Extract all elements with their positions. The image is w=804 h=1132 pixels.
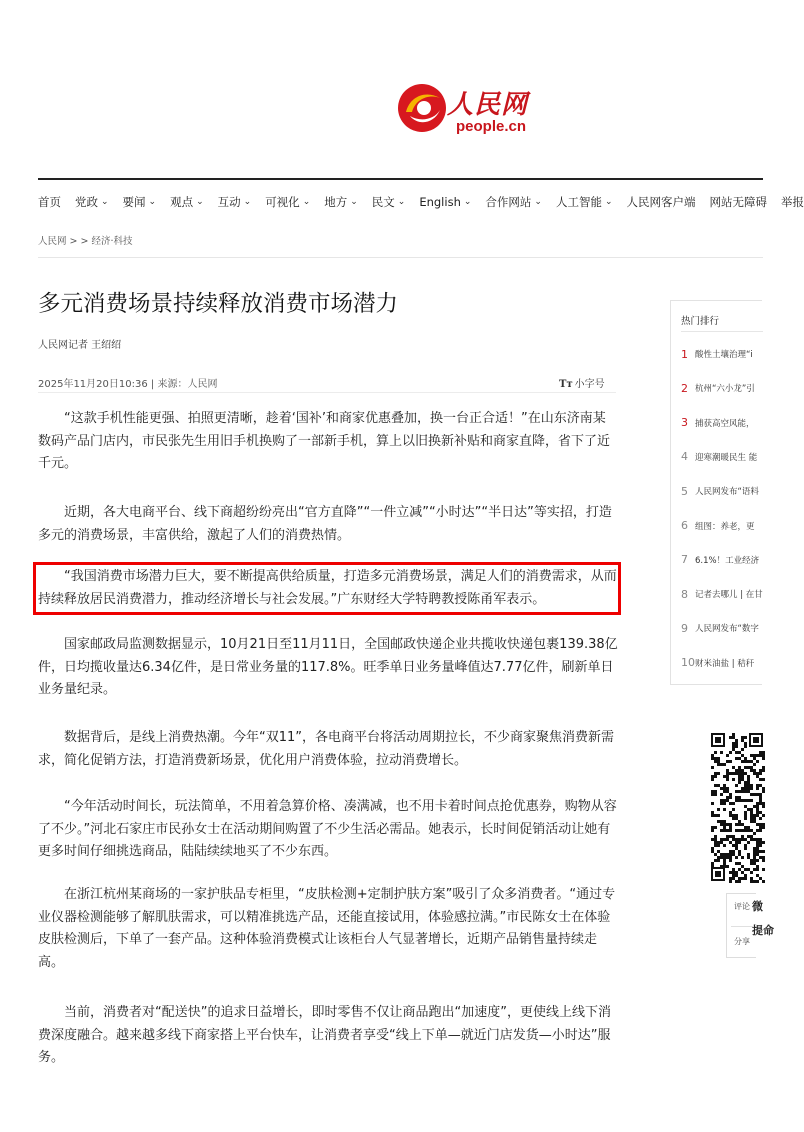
hot-ranking-number: 3	[681, 416, 688, 430]
nav-item-label: 举报	[781, 195, 804, 209]
hot-ranking-item[interactable]	[681, 449, 757, 465]
nav-item[interactable]	[324, 194, 358, 210]
nav-item[interactable]	[419, 195, 471, 209]
font-size-toggle[interactable]	[559, 375, 605, 390]
hot-ranking-number: 8	[681, 587, 688, 601]
hot-ranking-item[interactable]	[681, 620, 759, 636]
hot-ranking-number: 5	[681, 484, 688, 498]
nav-item[interactable]	[627, 194, 696, 210]
meta-divider	[38, 392, 616, 393]
nav-item-label: 民文	[371, 195, 395, 209]
hot-ranking-number: 6	[681, 519, 688, 532]
article-paragraph-highlighted: “我国消费市场潜力巨大，要不断提高供给质量，打造多元消费场景，满足人们的消费需求，从而持续释放居民消费潜力，推动经济增长与社会发展。”广东财经大学特聘教授陈甬军表示。	[38, 569, 617, 607]
hot-ranking-number: 4	[681, 450, 688, 464]
site-logo[interactable]	[396, 80, 556, 136]
font-size-icon: Tт	[559, 379, 573, 390]
article-paragraph: 近期，各大电商平台、线下商超纷纷亮出“官方直降”“一件立减”“小时达”“半日达”等实招，打造多元的消费场景，丰富供给，激起了人们的消费热情。	[38, 505, 612, 543]
nav-item[interactable]	[123, 194, 157, 210]
nav-item[interactable]	[372, 194, 406, 210]
hot-ranking-text: 组图：养老，更	[695, 521, 755, 532]
hot-ranking-text: 捕获高空风能，	[695, 418, 755, 429]
article-paragraph: 在浙江杭州某商场的一家护肤品专柜里，“皮肤检测+定制护肤方案”吸引了众多消费者。“通过专业仪器检测能够了解肌肤需求，可以精准挑选产品，还能直接试用，体验感拉满。”市民陈女士在体验皮肤检测后，下单了一套产品。这种体验消费模式让该柜台人气显著增长，近期产品销售量持续走高。	[38, 887, 616, 970]
chevron-down-icon: ⌄	[302, 197, 311, 207]
weibo-label	[752, 898, 774, 938]
nav-item-label: 人民网客户端	[626, 195, 696, 209]
hot-ranking-divider	[681, 331, 763, 332]
hot-ranking-item[interactable]	[681, 586, 763, 602]
hot-ranking-text: 人民网发布“数字	[695, 624, 759, 635]
article-title: 多元消费场景持续释放消费市场潜力	[38, 291, 399, 317]
chevron-down-icon: ⌄	[243, 197, 252, 207]
hot-ranking-text: 人民网发布“语料	[695, 487, 759, 498]
chevron-down-icon: ⌄	[148, 197, 157, 207]
chevron-down-icon: ⌄	[101, 197, 109, 207]
share-button[interactable]: 分享	[734, 937, 750, 946]
nav-item[interactable]	[75, 194, 109, 210]
nav-item[interactable]	[265, 194, 310, 210]
weibo-text: 微	[752, 900, 763, 913]
logo-domain: people.cn	[456, 118, 527, 135]
hot-ranking-item[interactable]	[681, 552, 759, 568]
chevron-down-icon: ⌄	[350, 197, 358, 207]
nav-item[interactable]	[218, 194, 252, 210]
hot-ranking-title: 热门排行	[681, 316, 720, 327]
nav-item-label: 互动	[217, 195, 241, 209]
article-byline: 人民网记者 王绍绍	[38, 340, 122, 351]
chevron-down-icon: ⌄	[534, 197, 542, 207]
nav-item[interactable]	[556, 194, 613, 210]
article-meta: 2025年11月20日10:36 | 来源：人民网	[38, 379, 218, 390]
hot-ranking-item[interactable]	[681, 346, 753, 362]
nav-item-label: 人工智能	[555, 195, 602, 209]
nav-item-label: 地方	[324, 195, 348, 209]
nav-item-label: 网站无障碍	[709, 195, 767, 209]
nav-item-label: 观点	[170, 195, 194, 209]
breadcrumb-divider	[38, 257, 763, 258]
logo-emblem-icon	[396, 82, 448, 134]
nav-item-label: 首页	[38, 195, 61, 209]
nav-item[interactable]	[170, 194, 204, 210]
hot-ranking-panel	[670, 300, 762, 685]
hot-ranking-item[interactable]	[681, 655, 754, 671]
hot-ranking-text: 杭州“六小龙”引	[695, 384, 755, 395]
font-size-label: 小字号	[574, 379, 605, 390]
logo-name-cn: 人民网	[447, 90, 529, 120]
hot-ranking-number: 9	[681, 621, 688, 635]
weibo-sub-text: 提命	[752, 924, 774, 937]
nav-item-label: 合作网站	[485, 195, 532, 209]
hot-ranking-number: 10	[681, 656, 695, 670]
nav-item-label: 可视化	[265, 195, 300, 209]
article-paragraph: “今年活动时间长，玩法简单，不用着急算价格、凑满减，也不用卡着时间点抢优惠券，购物从容了不少。”河北石家庄市民孙女士在活动期间购置了不少生活必需品。她表示，长时间促销活动让她有更多时间仔细挑选商品，陆陆续续地买了不少东西。	[38, 799, 617, 859]
nav-item-label: 要闻	[122, 195, 146, 209]
hot-ranking-text: 记者去哪儿 | 在甘	[695, 590, 763, 601]
hot-ranking-text: 6.1%！工业经济	[695, 555, 760, 566]
highlight-box	[33, 562, 621, 615]
nav-item[interactable]	[485, 194, 542, 210]
hot-ranking-item[interactable]	[681, 518, 755, 534]
nav-item[interactable]	[38, 194, 61, 210]
article-paragraph: 数据背后，是线上消费热潮。今年“双11”，各电商平台将活动周期拉长，不少商家聚焦消费新需求，简化促销方法，打造消费新场景，优化用户消费体验，拉动消费增长。	[38, 730, 615, 768]
nav-item-label: English	[419, 195, 461, 209]
hot-ranking-item[interactable]	[681, 415, 755, 431]
nav-item-label: 党政	[75, 195, 98, 209]
hot-ranking-item[interactable]	[681, 483, 759, 499]
share-divider	[731, 926, 753, 927]
hot-ranking-text: 酸性土壤治理“i	[695, 350, 753, 360]
main-nav	[38, 192, 804, 212]
nav-top-divider	[38, 178, 763, 180]
comment-button[interactable]: 评论	[734, 902, 750, 911]
chevron-down-icon: ⌄	[604, 197, 613, 207]
hot-ranking-item[interactable]	[681, 380, 755, 396]
chevron-down-icon: ⌄	[397, 197, 406, 207]
hot-ranking-number: 2	[681, 381, 688, 395]
hot-ranking-text: 财米油盐 | 秸秆	[695, 658, 755, 669]
hot-ranking-number: 1	[681, 347, 688, 361]
hot-ranking-number: 7	[681, 553, 688, 567]
qr-code-icon	[711, 733, 763, 881]
article-paragraph: “这款手机性能更强、拍照更清晰，趁着‘国补’和商家优惠叠加，换一台正合适！”在山东济南某数码产品门店内，市民张先生用旧手机换购了一部新手机，算上以旧换新补贴和商家直降，省下了近千元。	[38, 411, 611, 471]
breadcrumb[interactable]: 人民网 > > 经济·科技	[38, 236, 133, 247]
article-paragraph: 当前，消费者对“配送快”的追求日益增长，即时零售不仅让商品跑出“加速度”，更使线上线下消费深度融合。越来越多线下商家搭上平台快车，让消费者享受“线上下单—就近门店发货—小时达”服务。	[38, 1005, 611, 1065]
chevron-down-icon: ⌄	[196, 197, 204, 207]
nav-item[interactable]	[781, 194, 804, 210]
chevron-down-icon: ⌄	[463, 197, 472, 207]
article-paragraph: 国家邮政局监测数据显示，10月21日至11月11日，全国邮政快递企业共揽收快递包裹139.38亿件，日均揽收量达6.34亿件，是日常业务量的117.8%。旺季单日业务量峰值达7.77亿件，刷新单日业务量纪录。	[38, 637, 618, 697]
nav-item[interactable]	[710, 194, 768, 210]
hot-ranking-text: 迎寒潮暖民生 能	[695, 452, 758, 463]
